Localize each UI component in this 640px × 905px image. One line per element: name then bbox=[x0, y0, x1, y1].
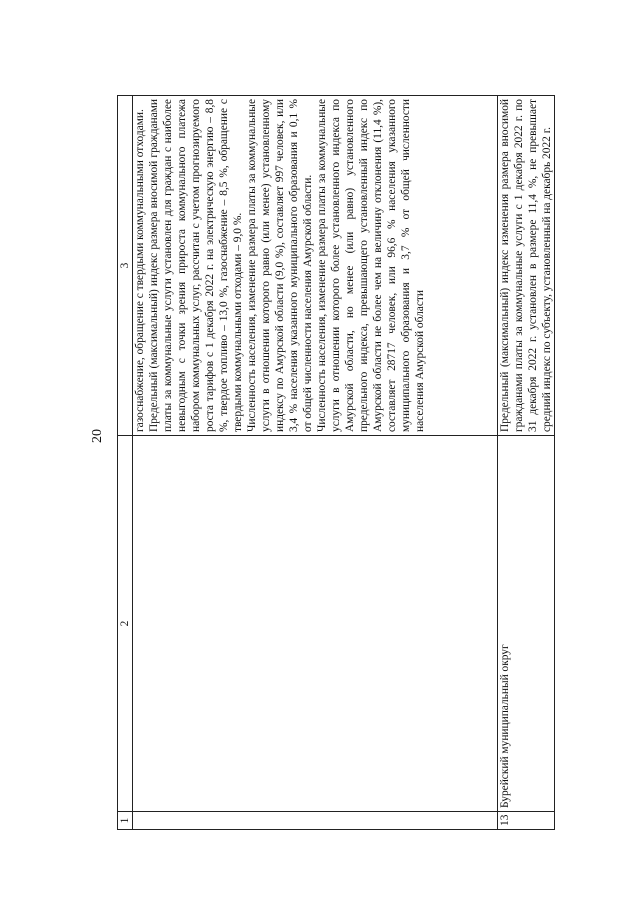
description-paragraph: Предельный (максимальный) индекс размера вносимой гражданами платы за коммунальные услуги установлен для граждан с наиболее невыгодным с точки зрения прироста коммунального платежа набором коммунальных услуг, рассчитан с учетом прогнозируемого роста тарифов с 1 декабря 2022 г. на электрическую энергию – 8,8 %, твердое топливо – 13,0 %, газоснабжение – 8,5 %, обращение с твердыми коммунальными отходами – 9,0 %. bbox=[148, 99, 244, 432]
table-row bbox=[498, 96, 555, 830]
municipality-cell bbox=[133, 436, 498, 812]
description-paragraph: Предельный (максимальный) индекс изменения размера вносимой гражданами платы за коммунальные услуги с 1 декабря 2022 г. по 31 декабря 2022 г. установлен в размере 11,4 %, не превышает средний индекс по субъекту, установленный на декабрь 2022 г. bbox=[499, 99, 553, 432]
municipality-cell: Бурейский муниципальный округ bbox=[498, 436, 555, 812]
row-number: 13 bbox=[498, 812, 555, 830]
description-paragraph: газоснабжение, обращение с твердыми коммунальными отходами. bbox=[134, 109, 146, 432]
description-cell bbox=[498, 96, 555, 436]
header-col-1: 1 bbox=[118, 812, 133, 830]
table-row bbox=[133, 96, 498, 830]
header-col-3: 3 bbox=[118, 96, 133, 436]
page-number: 20 bbox=[90, 429, 105, 443]
rotated-table-container bbox=[117, 96, 580, 830]
description-paragraph: Численность населения, изменение размера платы за коммунальные услуги в отношении которого более установленного индекса по Амурской области, но менее (или равно) установленного предельного индекса, превышающего установленный индекс по Амурской области не более чем на величину отклонения (11,4 %), составляет 28717 человек, или 96,6 % населения указанного муниципального образования и 3,7 % от общей численности населения Амурской области bbox=[316, 99, 426, 432]
tariff-index-table bbox=[117, 95, 555, 830]
row-number bbox=[133, 812, 498, 830]
header-col-2: 2 bbox=[118, 436, 133, 812]
table-header-row bbox=[118, 96, 133, 830]
description-paragraph: Численность населения, изменение размера платы за коммунальные услуги в отношении которого равно (или менее) установленному индексу по Амурской области (9,0 %), составляет 997 человек, или 3,4 % населения указанного муниципального образования и 0,1 % от общей численности населения Амурской области. bbox=[246, 99, 314, 432]
description-cell bbox=[133, 96, 498, 436]
